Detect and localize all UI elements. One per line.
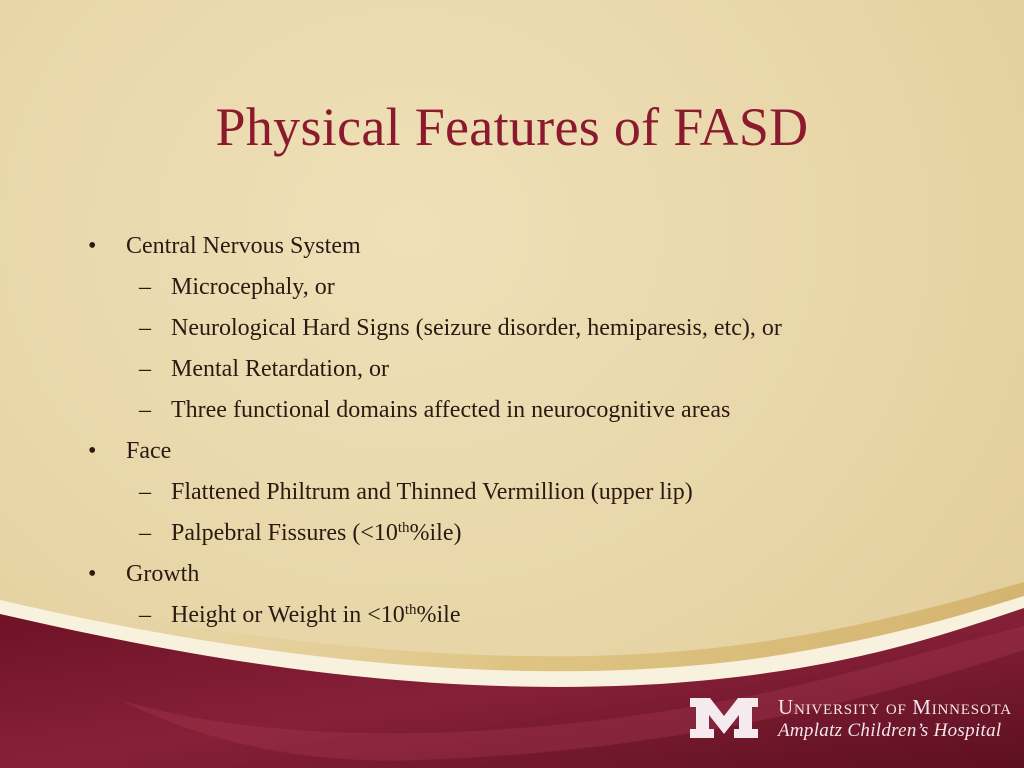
bullet-text: Face [126, 438, 172, 464]
subbullet-palpebral [88, 513, 948, 554]
bullet-text: Central Nervous System [126, 233, 361, 259]
subbullet-text-pre: Palpebral Fissures (<10 [171, 520, 398, 546]
subbullet-functional-domains [88, 390, 948, 431]
subbullet-mental-retardation [88, 349, 948, 390]
superscript: th [404, 602, 417, 618]
dash-icon: – [139, 520, 151, 546]
bullet-icon: • [88, 233, 97, 259]
dash-icon: – [139, 274, 151, 300]
bullet-central-nervous-system [88, 226, 948, 267]
bullet-icon: • [88, 561, 97, 587]
university-initial-m: M [912, 695, 932, 719]
university-initial-u: U [778, 695, 794, 719]
university-word-niversity: NIVERSITY [793, 702, 881, 718]
bullet-icon: • [88, 438, 97, 464]
subbullet-philtrum [88, 472, 948, 513]
superscript: th [397, 520, 410, 536]
dash-icon: – [139, 356, 151, 382]
block-m-logo-icon [690, 698, 758, 738]
subbullet-neurological [88, 308, 948, 349]
subbullet-text: Microcephaly, or [171, 274, 335, 300]
subbullet-text: Neurological Hard Signs (seizure disorder, hemiparesis, etc), or [171, 315, 782, 341]
bullet-face [88, 431, 948, 472]
dash-icon: – [139, 479, 151, 505]
university-name [778, 695, 1012, 720]
hospital-name: Amplatz Children’s Hospital [778, 720, 1002, 741]
university-word-innesota: INNESOTA [931, 702, 1012, 718]
university-word-of: OF [885, 702, 907, 718]
subbullet-text-post: %ile) [409, 520, 462, 546]
dash-icon: – [139, 315, 151, 341]
dash-icon: – [139, 602, 151, 628]
subbullet-text: Flattened Philtrum and Thinned Vermillion (upper lip) [171, 479, 693, 505]
subbullet-text: Three functional domains affected in neurocognitive areas [171, 397, 731, 423]
slide-title: Physical Features of FASD [215, 97, 809, 157]
subbullet-text: Mental Retardation, or [171, 356, 389, 382]
subbullet-text-pre: Height or Weight in <10 [171, 602, 405, 628]
subbullet-text-post: %ile [416, 602, 461, 628]
bullet-text: Growth [126, 561, 200, 587]
dash-icon: – [139, 397, 151, 423]
subbullet-microcephaly [88, 267, 948, 308]
